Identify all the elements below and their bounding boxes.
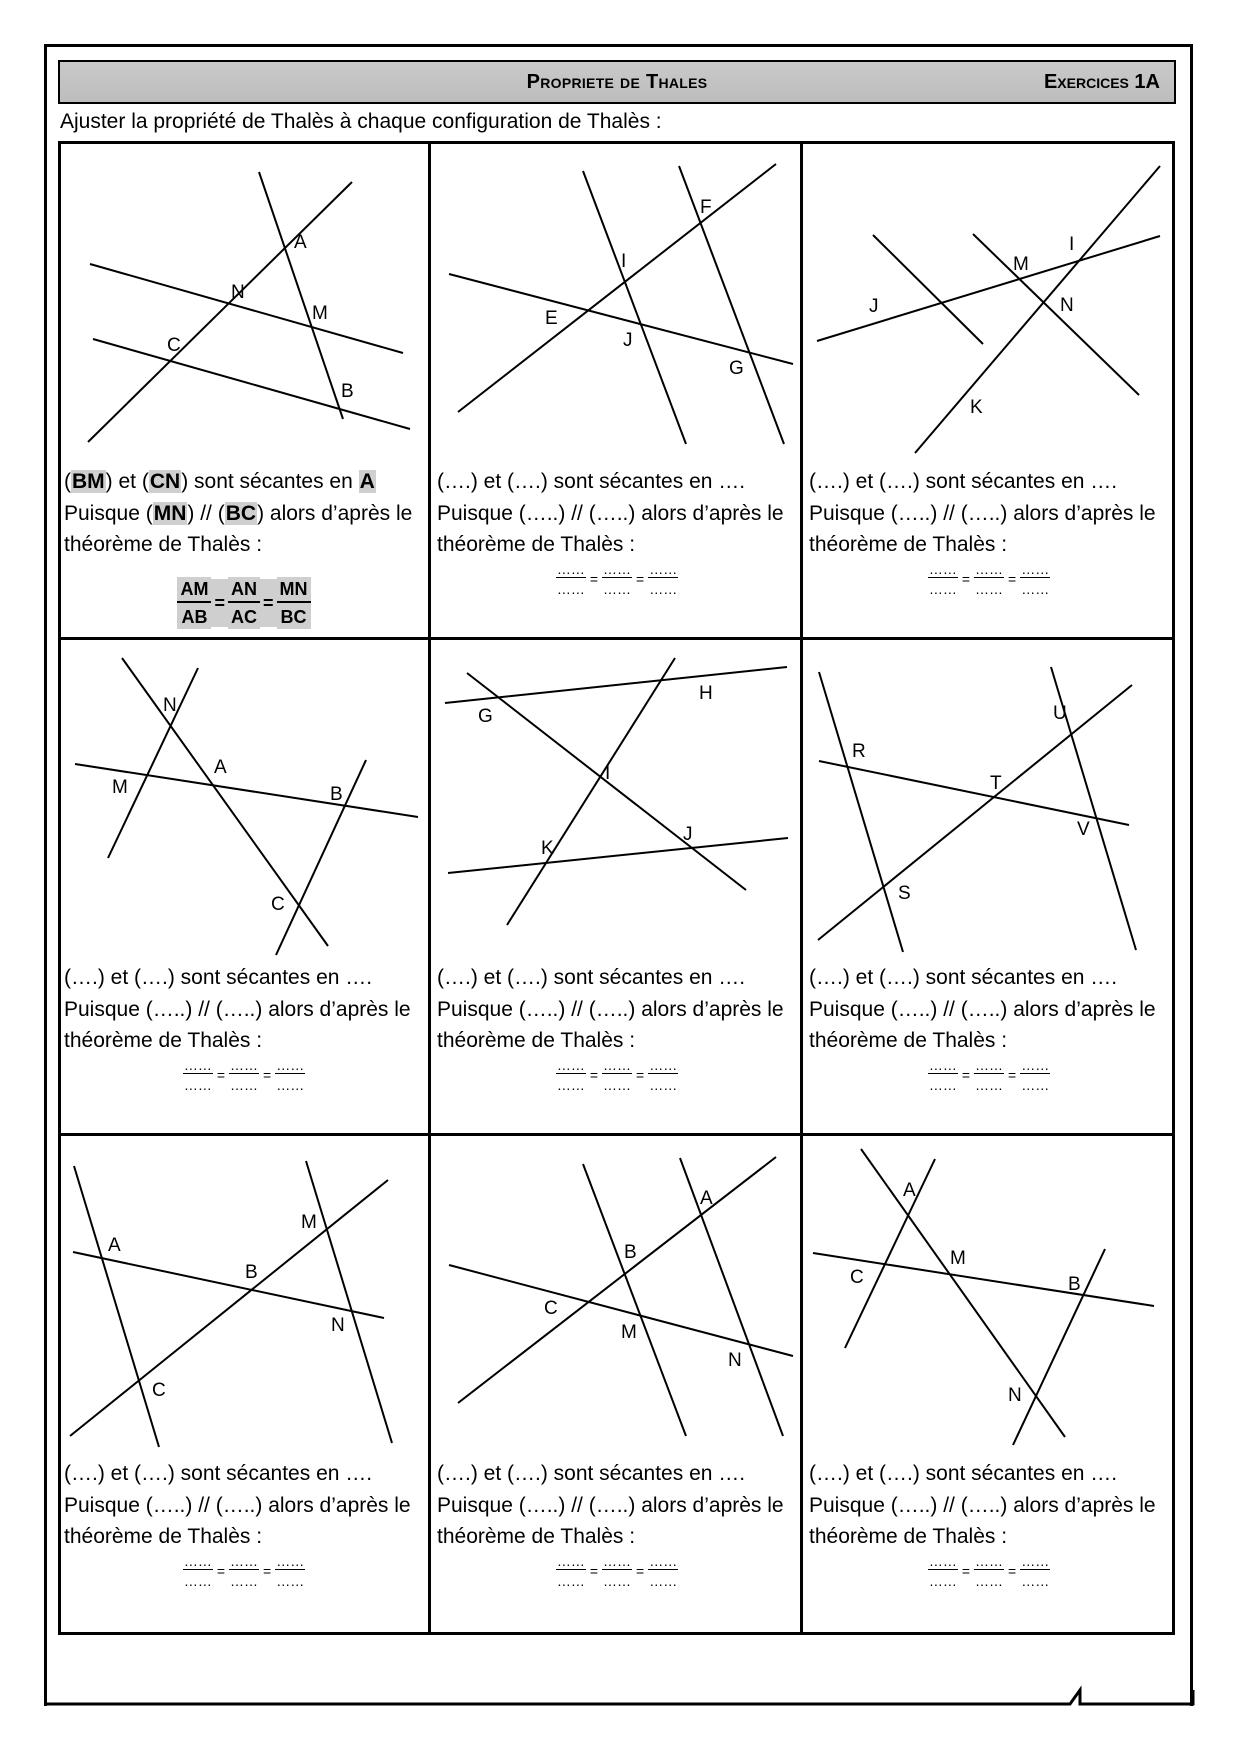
- exercise-cell-1: [58, 144, 430, 640]
- ratio-equality: $\frac{\dots\dots}{\dots\dots}$ = $\frac{\dots\dots}{\dots\dots}$ = $\frac{\dots\dots}{\dots\dots}$: [928, 1057, 1050, 1093]
- point-label: M: [621, 1322, 637, 1343]
- point-label: M: [112, 777, 128, 798]
- ratio-equality: $\frac{\dots\dots}{\dots\dots}$ = $\frac{\dots\dots}{\dots\dots}$ = $\frac{\dots\dots}{\dots\dots}$: [928, 1553, 1050, 1589]
- point-label: U: [1053, 703, 1067, 724]
- point-label: C: [271, 894, 285, 915]
- ratio-equality: $\frac{AM}{AB}$ = $\frac{AN}{AC}$ = $\frac{MN}{BC}$: [58, 577, 430, 629]
- point-label: A: [903, 1180, 916, 1201]
- point-label: N: [1008, 1385, 1022, 1406]
- point-label: J: [683, 824, 693, 845]
- point-label: I: [1069, 234, 1075, 255]
- page-title: Propriete de Thales: [526, 71, 708, 93]
- ratio-equality: $\frac{\dots\dots}{\dots\dots}$ = $\frac{\dots\dots}{\dots\dots}$ = $\frac{\dots\dots}{\dots\dots}$: [183, 1057, 305, 1093]
- property-text: (….) et (….) sont sécantes en …. Puisque (…..) // (…..) alors d’après le théorème de Thalès :: [437, 470, 784, 556]
- thales-figure-3: [803, 144, 1175, 484]
- point-label: N: [231, 282, 245, 303]
- exercise-cell-5: [431, 640, 803, 1136]
- point-label: N: [163, 695, 177, 716]
- exercise-cell-7: [58, 1136, 430, 1632]
- point-label: J: [869, 296, 879, 317]
- intersection-point: A: [359, 470, 375, 493]
- thales-figure-8: [431, 1136, 803, 1476]
- point-label: B: [624, 1242, 637, 1263]
- secant-line: BM: [72, 470, 105, 493]
- exercise-cell-3: [803, 144, 1175, 640]
- point-label: K: [970, 397, 983, 418]
- thales-figure-6: [803, 640, 1175, 980]
- point-label: C: [544, 1298, 558, 1319]
- parallel-line: BC: [225, 501, 257, 525]
- point-label: A: [294, 232, 307, 253]
- ratio-equality: $\frac{\dots\dots}{\dots\dots}$ = $\frac{\dots\dots}{\dots\dots}$ = $\frac{\dots\dots}{\dots\dots}$: [556, 561, 678, 597]
- point-label: S: [898, 883, 911, 904]
- thales-figure-4: [58, 640, 430, 980]
- point-label: I: [605, 763, 611, 784]
- header-bar: [58, 60, 1176, 104]
- thales-figure-5: [431, 640, 803, 980]
- point-label: G: [478, 706, 493, 727]
- ratio-equality: $\frac{\dots\dots}{\dots\dots}$ = $\frac{\dots\dots}{\dots\dots}$ = $\frac{\dots\dots}{\dots\dots}$: [556, 1057, 678, 1093]
- exercise-tag: Exercices 1A: [1043, 71, 1160, 93]
- point-label: A: [700, 1188, 713, 1209]
- point-label: A: [108, 1235, 121, 1256]
- point-label: C: [167, 335, 181, 356]
- point-label: R: [852, 741, 866, 762]
- point-label: B: [341, 381, 354, 402]
- ratio-equality: $\frac{\dots\dots}{\dots\dots}$ = $\frac{\dots\dots}{\dots\dots}$ = $\frac{\dots\dots}{\dots\dots}$: [556, 1553, 678, 1589]
- thales-figure-7: [58, 1136, 430, 1476]
- point-label: J: [623, 330, 633, 351]
- point-label: B: [330, 784, 343, 805]
- point-label: M: [301, 1212, 317, 1233]
- exercise-cell-6: [803, 640, 1175, 1136]
- point-label: E: [545, 308, 558, 329]
- point-label: N: [331, 1315, 345, 1336]
- point-label: V: [1077, 819, 1090, 840]
- property-text: (….) et (….) sont sécantes en …. Puisque (…..) // (…..) alors d’après le théorème de Thalès :: [809, 470, 1156, 556]
- exercise-cell-9: [803, 1136, 1175, 1632]
- point-label: A: [214, 757, 227, 778]
- secant-line: CN: [149, 470, 181, 493]
- point-label: N: [1060, 295, 1074, 316]
- parallel-line: MN: [153, 501, 187, 525]
- point-label: B: [1068, 1274, 1081, 1295]
- ratio-equality: $\frac{\dots\dots}{\dots\dots}$ = $\frac{\dots\dots}{\dots\dots}$ = $\frac{\dots\dots}{\dots\dots}$: [928, 561, 1050, 597]
- point-label: M: [312, 303, 328, 324]
- point-label: I: [621, 251, 627, 272]
- property-text: (….) et (….) sont sécantes en …. Puisque (…..) // (…..) alors d’après le théorème de Thalès :: [809, 966, 1156, 1052]
- thales-figure-9: [803, 1136, 1175, 1476]
- point-label: H: [699, 683, 713, 704]
- point-label: M: [950, 1248, 966, 1269]
- property-text: (….) et (….) sont sécantes en …. Puisque (…..) // (…..) alors d’après le théorème de Thalès :: [64, 1462, 411, 1548]
- exercise-cell-2: [431, 144, 803, 640]
- point-label: M: [1013, 254, 1029, 275]
- point-label: C: [850, 1267, 864, 1288]
- point-label: F: [700, 197, 712, 218]
- exercise-cell-4: [58, 640, 430, 1136]
- thales-figure-2: [431, 144, 803, 484]
- property-text: (BM) et (CN) sont sécantes en A Puisque (MN) // (BC) alors d’après le théorème de Thalès :: [64, 470, 413, 556]
- property-text: (….) et (….) sont sécantes en …. Puisque (…..) // (…..) alors d’après le théorème de Thalès :: [437, 966, 784, 1052]
- property-text: (….) et (….) sont sécantes en …. Puisque (…..) // (…..) alors d’après le théorème de Thalès :: [64, 966, 411, 1052]
- point-label: C: [152, 1380, 166, 1401]
- point-label: G: [729, 358, 744, 379]
- property-text: (….) et (….) sont sécantes en …. Puisque (…..) // (…..) alors d’après le théorème de Thalès :: [437, 1462, 784, 1548]
- property-text: (….) et (….) sont sécantes en …. Puisque (…..) // (…..) alors d’après le théorème de Thalès :: [809, 1462, 1156, 1548]
- point-label: T: [990, 773, 1002, 794]
- ratio-equality: $\frac{\dots\dots}{\dots\dots}$ = $\frac{\dots\dots}{\dots\dots}$ = $\frac{\dots\dots}{\dots\dots}$: [183, 1553, 305, 1589]
- point-label: N: [728, 1350, 742, 1371]
- thales-figure-1: [58, 144, 430, 484]
- exercise-cell-8: [431, 1136, 803, 1632]
- point-label: K: [541, 838, 554, 859]
- point-label: B: [245, 1262, 258, 1283]
- instruction: Ajuster la propriété de Thalès à chaque configuration de Thalès :: [60, 110, 662, 133]
